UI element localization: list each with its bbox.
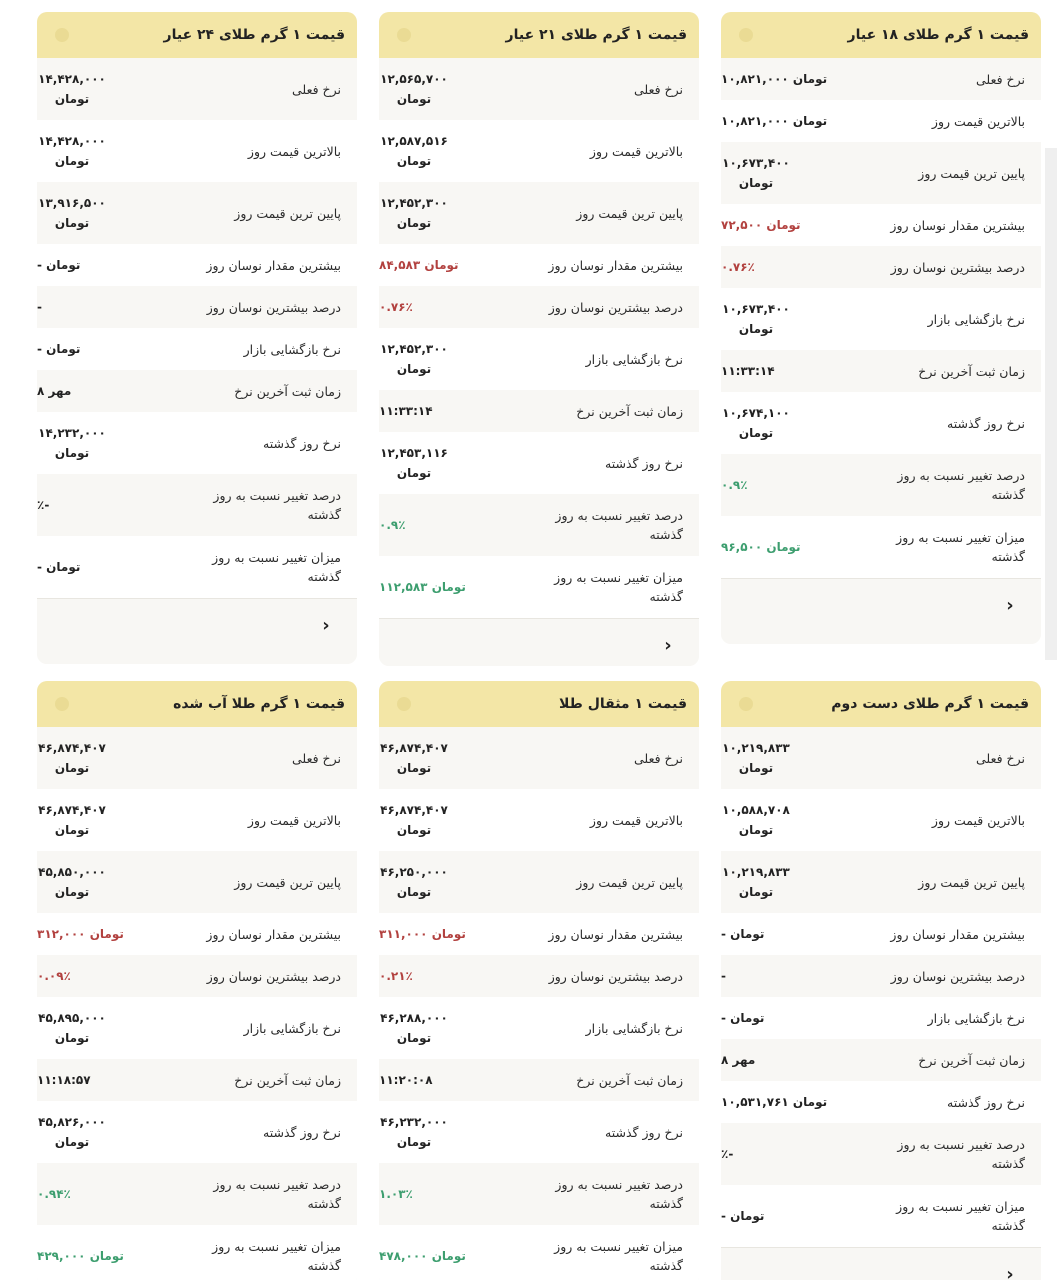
- row-previous-day-rate: [37, 1101, 357, 1163]
- row-change-percent: [721, 1123, 1041, 1185]
- row-value: - تومان: [721, 1011, 765, 1025]
- row-value: ۴۵,۸۵۰,۰۰۰ تومان: [38, 865, 106, 899]
- card-gold-24k: [37, 12, 357, 664]
- row-value: ۰.۰۹٪: [37, 969, 71, 983]
- row-value: ٪-: [721, 1147, 734, 1161]
- row-value: ۸ مهر: [37, 384, 72, 398]
- row-label: نرخ روز گذشته: [263, 435, 341, 451]
- row-label: درصد تغییر نسبت به روز گذشته: [897, 1137, 1025, 1171]
- row-value: - تومان: [37, 258, 81, 272]
- row-max-fluctuation: [37, 913, 357, 955]
- card-gold-mithqal: [379, 681, 699, 1280]
- card-header: [379, 12, 699, 58]
- row-label: نرخ روز گذشته: [263, 1124, 341, 1140]
- price-table: [721, 58, 1041, 578]
- row-value: ۱۲,۴۵۲,۳۰۰ تومان: [380, 342, 448, 376]
- row-label: زمان ثبت آخرین نرخ: [918, 1052, 1025, 1068]
- row-label: نرخ روز گذشته: [605, 455, 683, 471]
- row-value: ۱۱:۱۸:۵۷: [37, 1073, 91, 1087]
- card-gold-21k: [379, 12, 699, 666]
- row-day-high: [37, 120, 357, 182]
- row-value: ۱۰,۶۷۳,۴۰۰ تومان: [722, 302, 790, 336]
- row-value: ۱۴,۴۲۸,۰۰۰ تومان: [38, 72, 106, 106]
- row-label: زمان ثبت آخرین نرخ: [234, 383, 341, 399]
- row-change-percent: [721, 454, 1041, 516]
- card-footer: [721, 1247, 1041, 1280]
- chevron-left-icon[interactable]: ‹: [322, 615, 330, 636]
- row-label: زمان ثبت آخرین نرخ: [576, 403, 683, 419]
- row-label: نرخ فعلی: [292, 750, 341, 766]
- row-opening-rate: [379, 328, 699, 390]
- row-label: نرخ بازگشایی بازار: [927, 1010, 1025, 1026]
- row-day-low: [379, 851, 699, 913]
- row-day-high: [379, 789, 699, 851]
- card-title: قیمت ۱ گرم طلای ۲۴ عیار: [163, 27, 345, 43]
- row-label: نرخ روز گذشته: [947, 1094, 1025, 1110]
- row-label: درصد بیشترین نوسان روز: [206, 299, 341, 315]
- row-label: زمان ثبت آخرین نرخ: [576, 1072, 683, 1088]
- row-day-high: [721, 100, 1041, 142]
- row-day-low: [721, 142, 1041, 204]
- card-title: قیمت ۱ گرم طلای ۱۸ عیار: [847, 27, 1029, 43]
- row-value: ۳۱۲,۰۰۰ تومان: [37, 927, 124, 941]
- row-value: ۴۷۸,۰۰۰ تومان: [379, 1249, 466, 1263]
- row-value: ۱۰,۵۸۸,۷۰۸ تومان: [722, 803, 790, 837]
- row-change-amount: [721, 516, 1041, 578]
- row-label: نرخ فعلی: [634, 750, 683, 766]
- row-previous-day-rate: [379, 1101, 699, 1163]
- row-change-amount: [379, 556, 699, 618]
- row-max-fluctuation: [721, 913, 1041, 955]
- row-previous-day-rate: [379, 432, 699, 494]
- row-max-fluctuation-percent: [37, 286, 357, 328]
- chevron-left-icon[interactable]: ‹: [1006, 1264, 1014, 1280]
- row-label: درصد بیشترین نوسان روز: [206, 968, 341, 984]
- row-value: - تومان: [721, 927, 765, 941]
- price-table: [379, 727, 699, 1280]
- row-value: ۱۰,۶۷۴,۱۰۰ تومان: [722, 406, 790, 440]
- card-title: قیمت ۱ مثقال طلا: [559, 696, 687, 712]
- header-dot-icon: [739, 28, 753, 42]
- row-value: ۱۰,۸۲۱,۰۰۰ تومان: [721, 114, 828, 128]
- card-header: [721, 681, 1041, 727]
- row-last-update: [37, 1059, 357, 1101]
- row-value: -: [37, 300, 42, 314]
- row-value: ۰.۹٪: [721, 478, 748, 492]
- price-table: [379, 58, 699, 618]
- row-change-amount: [721, 1185, 1041, 1247]
- card-gold-melted: [37, 681, 357, 1280]
- row-label: نرخ بازگشایی بازار: [585, 351, 683, 367]
- price-table: [37, 58, 357, 598]
- header-dot-icon: [55, 697, 69, 711]
- row-value: ۱۱:۳۳:۱۴: [721, 364, 775, 378]
- row-last-update: [721, 350, 1041, 392]
- row-max-fluctuation-percent: [37, 955, 357, 997]
- row-label: بیشترین مقدار نوسان روز: [548, 257, 683, 273]
- card-gold-second-hand: [721, 681, 1041, 1280]
- row-last-update: [379, 1059, 699, 1101]
- row-current-rate: [379, 727, 699, 789]
- row-change-percent: [379, 494, 699, 556]
- row-label: نرخ بازگشایی بازار: [927, 311, 1025, 327]
- header-dot-icon: [739, 697, 753, 711]
- row-label: درصد تغییر نسبت به روز گذشته: [555, 1177, 683, 1211]
- row-value: ۰.۷۶٪: [379, 300, 413, 314]
- row-value: ۴۶,۸۷۴,۴۰۷ تومان: [380, 803, 448, 837]
- row-label: بیشترین مقدار نوسان روز: [206, 926, 341, 942]
- row-value: ۱۲,۴۵۲,۳۰۰ تومان: [380, 196, 448, 230]
- card-footer: [37, 598, 357, 664]
- price-table: [37, 727, 357, 1280]
- card-footer: [721, 578, 1041, 644]
- row-max-fluctuation-percent: [721, 246, 1041, 288]
- row-label: بالاترین قیمت روز: [589, 143, 683, 159]
- row-max-fluctuation: [37, 244, 357, 286]
- row-label: میزان تغییر نسبت به روز گذشته: [554, 1239, 683, 1273]
- row-label: بالاترین قیمت روز: [931, 113, 1025, 129]
- row-label: نرخ روز گذشته: [605, 1124, 683, 1140]
- row-label: پایین ترین قیمت روز: [234, 205, 341, 221]
- card-title: قیمت ۱ گرم طلا آب شده: [173, 696, 345, 712]
- row-label: بیشترین مقدار نوسان روز: [548, 926, 683, 942]
- row-change-percent: [37, 1163, 357, 1225]
- row-value: ۱۲,۴۵۳,۱۱۶ تومان: [380, 446, 448, 480]
- row-label: میزان تغییر نسبت به روز گذشته: [212, 550, 341, 584]
- row-current-rate: [379, 58, 699, 120]
- row-value: ۴۶,۲۵۰,۰۰۰ تومان: [380, 865, 448, 899]
- row-current-rate: [721, 58, 1041, 100]
- row-day-high: [721, 789, 1041, 851]
- header-dot-icon: [397, 28, 411, 42]
- row-day-low: [379, 182, 699, 244]
- row-change-percent: [37, 474, 357, 536]
- card-header: [37, 681, 357, 727]
- row-label: بالاترین قیمت روز: [247, 812, 341, 828]
- row-previous-day-rate: [37, 412, 357, 474]
- row-value: ۴۶,۸۷۴,۴۰۷ تومان: [38, 741, 106, 775]
- row-max-fluctuation: [721, 204, 1041, 246]
- row-current-rate: [37, 58, 357, 120]
- row-day-high: [37, 789, 357, 851]
- row-label: زمان ثبت آخرین نرخ: [918, 363, 1025, 379]
- row-value: ۰.۹۴٪: [37, 1187, 71, 1201]
- price-table: [721, 727, 1041, 1247]
- row-label: نرخ فعلی: [976, 71, 1025, 87]
- row-label: پایین ترین قیمت روز: [576, 205, 683, 221]
- card-header: [37, 12, 357, 58]
- row-label: پایین ترین قیمت روز: [234, 874, 341, 890]
- row-max-fluctuation: [379, 244, 699, 286]
- row-label: نرخ فعلی: [634, 81, 683, 97]
- row-label: میزان تغییر نسبت به روز گذشته: [554, 570, 683, 604]
- row-current-rate: [37, 727, 357, 789]
- row-value: -: [721, 969, 726, 983]
- row-previous-day-rate: [721, 1081, 1041, 1123]
- row-value: ۱.۰۳٪: [379, 1187, 413, 1201]
- chevron-left-icon[interactable]: ‹: [664, 635, 672, 656]
- row-label: پایین ترین قیمت روز: [576, 874, 683, 890]
- row-label: درصد تغییر نسبت به روز گذشته: [213, 1177, 341, 1211]
- row-opening-rate: [379, 997, 699, 1059]
- row-max-fluctuation-percent: [379, 286, 699, 328]
- row-change-amount: [37, 536, 357, 598]
- row-value: ۱۲,۵۶۵,۷۰۰ تومان: [380, 72, 448, 106]
- row-last-update: [721, 1039, 1041, 1081]
- row-value: ۴۲۹,۰۰۰ تومان: [37, 1249, 124, 1263]
- card-title: قیمت ۱ گرم طلای دست دوم: [831, 696, 1029, 712]
- row-value: - تومان: [721, 1209, 765, 1223]
- row-value: - تومان: [37, 342, 81, 356]
- row-change-amount: [379, 1225, 699, 1280]
- row-change-percent: [379, 1163, 699, 1225]
- card-header: [721, 12, 1041, 58]
- row-label: بالاترین قیمت روز: [247, 143, 341, 159]
- row-last-update: [379, 390, 699, 432]
- row-opening-rate: [37, 997, 357, 1059]
- row-value: ۱۰,۸۲۱,۰۰۰ تومان: [721, 72, 828, 86]
- card-footer: [379, 618, 699, 666]
- row-label: درصد بیشترین نوسان روز: [548, 299, 683, 315]
- row-day-low: [37, 851, 357, 913]
- row-value: ۴۵,۸۹۵,۰۰۰ تومان: [38, 1011, 106, 1045]
- row-label: بالاترین قیمت روز: [589, 812, 683, 828]
- row-day-low: [721, 851, 1041, 913]
- row-value: ۰.۲۱٪: [379, 969, 413, 983]
- card-title: قیمت ۱ گرم طلای ۲۱ عیار: [505, 27, 687, 43]
- row-opening-rate: [721, 288, 1041, 350]
- card-header: [379, 681, 699, 727]
- row-value: ۹۶,۵۰۰ تومان: [721, 540, 801, 554]
- row-label: نرخ بازگشایی بازار: [243, 1020, 341, 1036]
- row-label: میزان تغییر نسبت به روز گذشته: [896, 530, 1025, 564]
- row-max-fluctuation-percent: [721, 955, 1041, 997]
- row-label: میزان تغییر نسبت به روز گذشته: [896, 1199, 1025, 1233]
- row-value: ۸ مهر: [721, 1053, 756, 1067]
- row-value: ۱۲,۵۸۷,۵۱۶ تومان: [380, 134, 448, 168]
- chevron-left-icon[interactable]: ‹: [1006, 595, 1014, 616]
- row-label: بیشترین مقدار نوسان روز: [206, 257, 341, 273]
- row-value: ۴۶,۲۳۲,۰۰۰ تومان: [380, 1115, 448, 1149]
- row-value: ۱۱۲,۵۸۳ تومان: [379, 580, 466, 594]
- row-opening-rate: [37, 328, 357, 370]
- row-label: زمان ثبت آخرین نرخ: [234, 1072, 341, 1088]
- row-value: - تومان: [37, 560, 81, 574]
- row-value: ۰.۹٪: [379, 518, 406, 532]
- row-value: ۰.۷۶٪: [721, 260, 755, 274]
- row-value: ۱۰,۲۱۹,۸۳۳ تومان: [722, 741, 790, 775]
- row-value: ۱۴,۴۲۸,۰۰۰ تومان: [38, 134, 106, 168]
- row-opening-rate: [721, 997, 1041, 1039]
- row-label: پایین ترین قیمت روز: [918, 874, 1025, 890]
- row-label: بیشترین مقدار نوسان روز: [890, 926, 1025, 942]
- row-label: درصد بیشترین نوسان روز: [548, 968, 683, 984]
- row-label: درصد تغییر نسبت به روز گذشته: [555, 508, 683, 542]
- header-dot-icon: [397, 697, 411, 711]
- row-label: بالاترین قیمت روز: [931, 812, 1025, 828]
- card-gold-18k: [721, 12, 1041, 644]
- row-label: نرخ روز گذشته: [947, 415, 1025, 431]
- row-current-rate: [721, 727, 1041, 789]
- row-max-fluctuation-percent: [379, 955, 699, 997]
- row-label: بیشترین مقدار نوسان روز: [890, 217, 1025, 233]
- row-value: ۱۰,۵۳۱,۷۶۱ تومان: [721, 1095, 828, 1109]
- row-value: ۴۵,۸۲۶,۰۰۰ تومان: [38, 1115, 106, 1149]
- row-label: درصد بیشترین نوسان روز: [890, 259, 1025, 275]
- row-value: ۸۴,۵۸۳ تومان: [379, 258, 459, 272]
- row-value: ٪-: [37, 498, 50, 512]
- row-label: نرخ فعلی: [976, 750, 1025, 766]
- row-label: درصد تغییر نسبت به روز گذشته: [897, 468, 1025, 502]
- row-label: پایین ترین قیمت روز: [918, 165, 1025, 181]
- row-label: درصد تغییر نسبت به روز گذشته: [213, 488, 341, 522]
- row-label: نرخ بازگشایی بازار: [585, 1020, 683, 1036]
- row-max-fluctuation: [379, 913, 699, 955]
- row-value: ۴۶,۸۷۴,۴۰۷ تومان: [380, 741, 448, 775]
- row-value: ۱۰,۲۱۹,۸۳۳ تومان: [722, 865, 790, 899]
- row-value: ۱۱:۳۳:۱۴: [379, 404, 433, 418]
- row-value: ۱۰,۶۷۳,۴۰۰ تومان: [722, 156, 790, 190]
- row-day-low: [37, 182, 357, 244]
- row-value: ۱۳,۹۱۶,۵۰۰ تومان: [38, 196, 106, 230]
- row-previous-day-rate: [721, 392, 1041, 454]
- row-value: ۴۶,۲۸۸,۰۰۰ تومان: [380, 1011, 448, 1045]
- row-value: ۱۴,۲۳۲,۰۰۰ تومان: [38, 426, 106, 460]
- row-change-amount: [37, 1225, 357, 1280]
- row-label: درصد بیشترین نوسان روز: [890, 968, 1025, 984]
- row-day-high: [379, 120, 699, 182]
- row-value: ۱۱:۲۰:۰۸: [379, 1073, 433, 1087]
- row-value: ۴۶,۸۷۴,۴۰۷ تومان: [38, 803, 106, 837]
- row-value: ۷۲,۵۰۰ تومان: [721, 218, 801, 232]
- row-label: نرخ بازگشایی بازار: [243, 341, 341, 357]
- row-label: میزان تغییر نسبت به روز گذشته: [212, 1239, 341, 1273]
- row-last-update: [37, 370, 357, 412]
- row-label: نرخ فعلی: [292, 81, 341, 97]
- row-value: ۳۱۱,۰۰۰ تومان: [379, 927, 466, 941]
- header-dot-icon: [55, 28, 69, 42]
